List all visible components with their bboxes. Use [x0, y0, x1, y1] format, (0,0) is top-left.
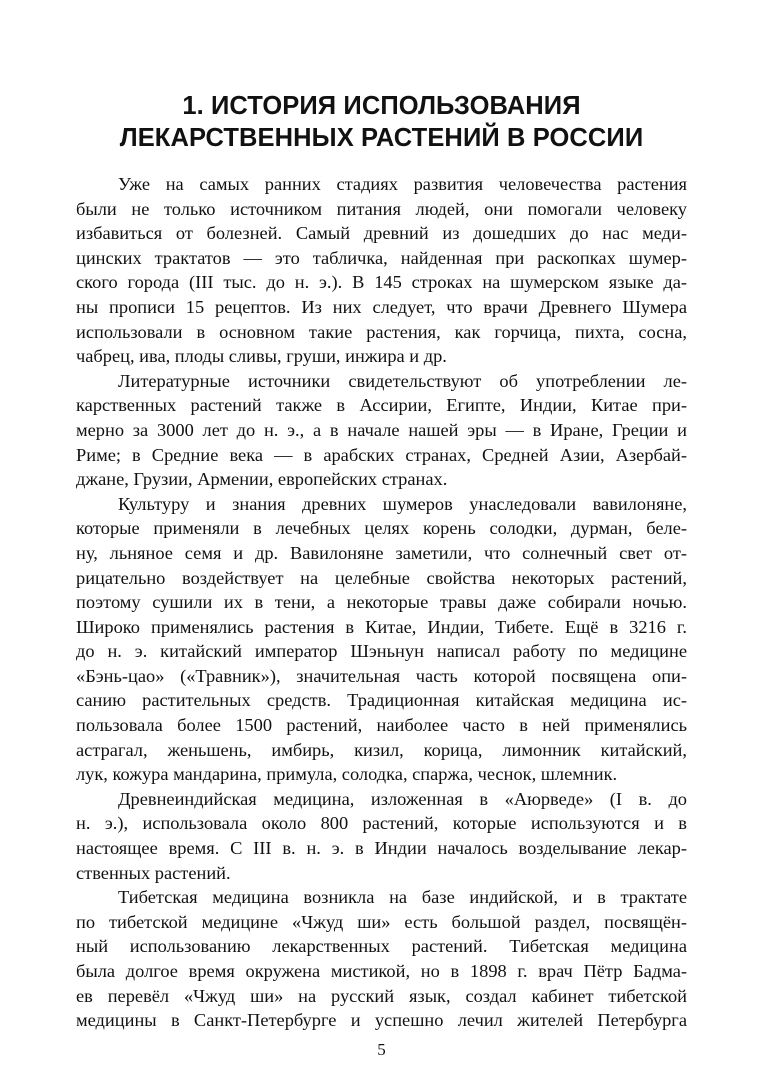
text-line: Культуру и знания древних шумеров унаследовали вавилоняне,	[118, 493, 687, 514]
paragraph	[76, 369, 687, 492]
paragraph	[76, 787, 687, 885]
body-text	[76, 172, 687, 1033]
text-line: джане, Грузии, Армении, европейских странах.	[76, 469, 448, 490]
text-line: избавиться от болезней. Самый древний из дошедших до нас меди-	[76, 223, 687, 244]
text-line: использовали в основном такие растения, как горчица, пихта, сосна,	[76, 321, 687, 342]
text-line: настоящее время. С III в. н. э. в Индии началось возделывание лекар-	[76, 838, 687, 859]
text-line: до н. э. китайский император Шэньнун написал работу по медицине	[76, 641, 687, 662]
paragraph	[76, 172, 687, 369]
text-line: медицины в Санкт-Петербурге и успешно лечил жителей Петербурга	[76, 1010, 687, 1031]
text-line: ев перевёл «Чжуд ши» на русский язык, создал кабинет тибетской	[76, 985, 687, 1006]
text-line: Риме; в Средние века — в арабских странах, Средней Азии, Азербай-	[76, 444, 687, 465]
text-line: Древнеиндийская медицина, изложенная в «Аюрведе» (I в. до	[118, 788, 687, 809]
text-line: мерно за 3000 лет до н. э., а в начале нашей эры — в Иране, Греции и	[76, 419, 687, 440]
chapter-heading-line-2: ЛЕКАРСТВЕННЫХ РАСТЕНИЙ В РОССИИ	[119, 124, 644, 152]
chapter-heading-line-1: 1. ИСТОРИЯ ИСПОЛЬЗОВАНИЯ	[182, 92, 581, 120]
text-line: Широко применялись растения в Китае, Индии, Тибете. Ещё в 3216 г.	[76, 616, 687, 637]
text-line: ственных растений.	[76, 862, 231, 883]
text-line: санию растительных средств. Традиционная китайская медицина ис-	[76, 690, 687, 711]
chapter-heading	[60, 90, 703, 154]
text-line: рицательно воздействует на целебные свойства некоторых растений,	[76, 567, 687, 588]
text-line: Тибетская медицина возникла на базе индийской, и в трактате	[118, 887, 687, 908]
text-line: по тибетской медицине «Чжуд ши» есть большой раздел, посвящён-	[76, 911, 687, 932]
page-number: 5	[377, 1040, 386, 1059]
text-line: пользовала более 1500 растений, наиболее часто в ней применялись	[76, 715, 687, 736]
text-line: ского города (III тыс. до н. э.). В 145 строках на шумерском языке да-	[76, 272, 687, 293]
paragraph	[76, 885, 687, 1033]
text-line: была долгое время окружена мистикой, но в 1898 г. врач Пётр Бадма-	[76, 961, 687, 981]
text-line: карственных растений также в Ассирии, Египте, Индии, Китае при-	[76, 395, 687, 416]
text-line: «Бэнь-цао» («Травник»), значительная часть которой посвящена опи-	[76, 665, 687, 686]
text-line: ны прописи 15 рецептов. Из них следует, что врачи Древнего Шумера	[76, 296, 687, 317]
paragraph	[76, 492, 687, 787]
text-line: цинских трактатов — это табличка, найденная при раскопках шумер-	[76, 247, 687, 268]
text-line: которые применяли в лечебных целях корень солодки, дурман, беле-	[76, 518, 687, 539]
text-line: ный использованию лекарственных растений. Тибетская медицина	[76, 936, 687, 957]
text-line: лук, кожура мандарина, примула, солодка, спаржа, чеснок, шлемник.	[76, 764, 618, 785]
text-line: астрагал, женьшень, имбирь, кизил, корица, лимонник китайский,	[76, 739, 687, 760]
text-line: ну, льняное семя и др. Вавилоняне заметили, что солнечный свет от-	[76, 542, 687, 563]
text-line: чабрец, ива, плоды сливы, груши, инжира и др.	[76, 346, 447, 367]
text-line: Литературные источники свидетельствуют об употреблении ле-	[118, 370, 687, 391]
text-line: были не только источником питания людей, они помогали человеку	[76, 198, 687, 219]
text-line: поэтому сушили их в тени, а некоторые травы даже собирали ночью.	[76, 592, 687, 613]
text-line: Уже на самых ранних стадиях развития человечества растения	[118, 174, 687, 194]
text-line: н. э.), использовала около 800 растений, которые используются и в	[76, 813, 687, 834]
